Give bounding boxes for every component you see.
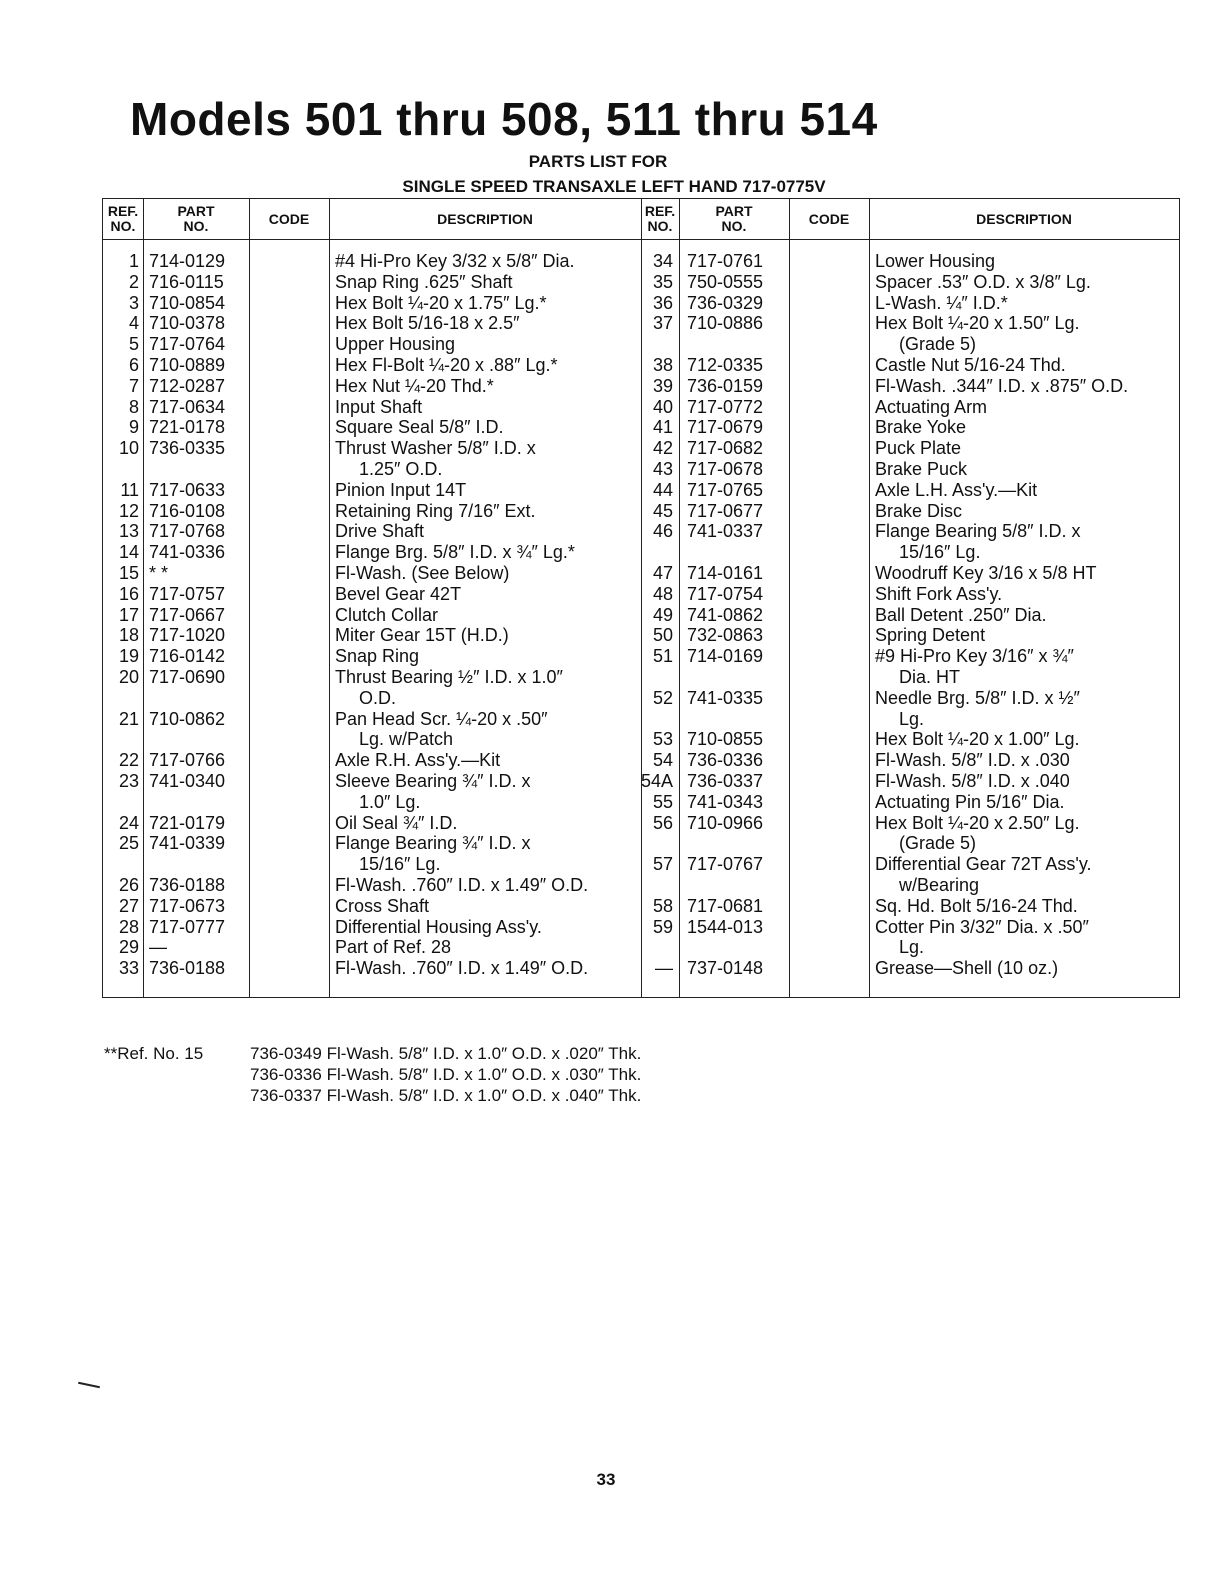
part-description: Lg. w/Patch bbox=[359, 729, 454, 750]
part-number: 721-0179 bbox=[149, 812, 226, 833]
part-number: 741-0862 bbox=[687, 604, 764, 625]
part-number: 714-0169 bbox=[687, 646, 764, 667]
part-number: 717-0761 bbox=[687, 251, 764, 271]
right-table-row bbox=[103, 854, 1179, 875]
ref-number: 39 bbox=[652, 375, 673, 396]
part-description: Hex Bolt 5/16-18 x 2.5″ bbox=[335, 313, 520, 334]
part-number: 741-0343 bbox=[687, 791, 764, 812]
subtitle-line-1: PARTS LIST FOR bbox=[528, 152, 668, 171]
header-description-right: DESCRIPTION bbox=[976, 210, 1072, 227]
right-table-row bbox=[103, 709, 1179, 730]
part-description: Differential Housing Ass'y. bbox=[335, 916, 542, 937]
footnote-description: Fl-Wash. 5/8″ I.D. x 1.0″ O.D. x .030″ Thk. bbox=[326, 1065, 642, 1084]
part-number: 736-0336 bbox=[687, 750, 764, 771]
ref-number: 55 bbox=[652, 791, 673, 812]
right-table-row bbox=[103, 750, 1179, 771]
part-number: — bbox=[149, 937, 167, 958]
ref-number: 23 bbox=[118, 771, 139, 791]
part-number: 717-0673 bbox=[149, 895, 226, 916]
part-number: 716-0108 bbox=[149, 500, 226, 521]
part-number: 736-0335 bbox=[149, 438, 226, 459]
footnote-description: Fl-Wash. 5/8″ I.D. x 1.0″ O.D. x .020″ Thk. bbox=[326, 1044, 642, 1063]
right-table-row bbox=[103, 376, 1179, 397]
part-description: Actuating Arm bbox=[875, 396, 988, 417]
ref-number: 59 bbox=[652, 916, 673, 937]
header-ref-left: REF. NO. bbox=[107, 203, 139, 234]
part-description: Flange Bearing ¾″ I.D. x bbox=[335, 833, 531, 854]
ref-number: 3 bbox=[128, 292, 139, 313]
part-description: O.D. bbox=[359, 687, 397, 708]
part-number: 741-0340 bbox=[149, 771, 226, 791]
right-table-row bbox=[103, 792, 1179, 813]
part-number: 710-0855 bbox=[687, 729, 764, 750]
right-table-row bbox=[103, 875, 1179, 896]
ref-number: 35 bbox=[652, 271, 673, 292]
part-number: 717-0633 bbox=[149, 479, 226, 500]
footnote-label: **Ref. No. 15 bbox=[104, 1044, 204, 1063]
part-description: Drive Shaft bbox=[335, 521, 425, 542]
ref-number: 53 bbox=[652, 729, 673, 750]
part-description: 1.25″ O.D. bbox=[359, 459, 443, 479]
ref-number: — bbox=[655, 958, 673, 979]
part-description: Fl-Wash. 5/8″ I.D. x .040 bbox=[875, 771, 1070, 791]
ref-number: 29 bbox=[118, 937, 139, 958]
part-number: 712-0335 bbox=[687, 355, 764, 375]
part-number: 716-0142 bbox=[149, 646, 226, 667]
right-table-row bbox=[103, 417, 1179, 438]
part-description: Dia. HT bbox=[899, 667, 961, 687]
part-description: Snap Ring .625″ Shaft bbox=[335, 271, 513, 292]
parts-table bbox=[102, 198, 1180, 998]
part-number: 714-0161 bbox=[687, 563, 764, 583]
part-description: Spacer .53″ O.D. x 3/8″ Lg. bbox=[875, 271, 1091, 292]
part-number: 717-0667 bbox=[149, 604, 226, 625]
part-description: Cotter Pin 3/32″ Dia. x .50″ bbox=[875, 916, 1089, 937]
right-table-row bbox=[103, 937, 1179, 958]
part-description: Fl-Wash. .760″ I.D. x 1.49″ O.D. bbox=[335, 875, 589, 895]
part-number: 717-0682 bbox=[687, 438, 764, 459]
part-description: Shift Fork Ass'y. bbox=[875, 583, 1003, 604]
ref-number: 50 bbox=[652, 625, 673, 646]
part-number: 710-0862 bbox=[149, 708, 226, 729]
part-description: Cross Shaft bbox=[335, 895, 430, 916]
part-description: Axle L.H. Ass'y.—Kit bbox=[875, 479, 1038, 500]
right-table-row bbox=[103, 355, 1179, 376]
footnote-part-number: 736-0349 bbox=[250, 1044, 322, 1063]
part-description: Hex Bolt ¼-20 x 1.50″ Lg. bbox=[875, 313, 1080, 334]
ref-number: 52 bbox=[652, 687, 673, 708]
part-description: (Grade 5) bbox=[899, 833, 977, 854]
right-table-row bbox=[103, 501, 1179, 522]
footnote-part-number: 736-0336 bbox=[250, 1065, 322, 1084]
part-description: Upper Housing bbox=[335, 334, 456, 355]
ref-number: 49 bbox=[652, 604, 673, 625]
part-number: * * bbox=[149, 563, 169, 583]
part-number: 732-0863 bbox=[687, 625, 764, 646]
subtitle-line-2: SINGLE SPEED TRANSAXLE LEFT HAND 717-0775V bbox=[402, 177, 826, 196]
part-description: w/Bearing bbox=[899, 875, 980, 895]
right-table-row bbox=[103, 251, 1179, 272]
part-description: Bevel Gear 42T bbox=[335, 583, 462, 604]
header-part-right: PART NO. bbox=[715, 203, 753, 234]
part-number: 717-0772 bbox=[687, 396, 764, 417]
footnote-line bbox=[250, 1044, 641, 1064]
page-title: Models 501 thru 508, 511 thru 514 bbox=[130, 93, 878, 145]
part-number: 710-0889 bbox=[149, 355, 226, 375]
part-description: Input Shaft bbox=[335, 396, 423, 417]
ref-number: 58 bbox=[652, 895, 673, 916]
part-number: 741-0336 bbox=[149, 542, 226, 563]
part-description: Needle Brg. 5/8″ I.D. x ½″ bbox=[875, 687, 1080, 708]
part-description: Ball Detent .250″ Dia. bbox=[875, 604, 1047, 625]
part-description: Fl-Wash. .344″ I.D. x .875″ O.D. bbox=[875, 375, 1129, 396]
part-number: 750-0555 bbox=[687, 271, 764, 292]
ref-number: 10 bbox=[118, 438, 139, 459]
right-table-row bbox=[103, 521, 1179, 542]
footnote-part-number: 736-0337 bbox=[250, 1086, 322, 1105]
header-part-left: PART NO. bbox=[177, 203, 215, 234]
ref-number: 36 bbox=[652, 292, 673, 313]
part-description: Hex Nut ¼-20 Thd.* bbox=[335, 375, 494, 396]
part-number: 737-0148 bbox=[687, 958, 764, 979]
part-description: Miter Gear 15T (H.D.) bbox=[335, 625, 509, 646]
part-description: Oil Seal ¾″ I.D. bbox=[335, 812, 458, 833]
ref-number: 45 bbox=[652, 500, 673, 521]
ref-number: 21 bbox=[118, 708, 139, 729]
ref-number: 6 bbox=[128, 355, 139, 375]
part-number: 717-0678 bbox=[687, 459, 764, 479]
right-table-row bbox=[103, 272, 1179, 293]
part-description: Grease—Shell (10 oz.) bbox=[875, 958, 1059, 979]
part-description: Puck Plate bbox=[875, 438, 962, 459]
part-number: 736-0337 bbox=[687, 771, 764, 791]
right-table-row bbox=[103, 958, 1179, 979]
part-description: Lg. bbox=[899, 937, 925, 958]
part-number: 736-0159 bbox=[687, 375, 764, 396]
part-description: 1.0″ Lg. bbox=[359, 791, 421, 812]
part-number: 717-0764 bbox=[149, 334, 226, 355]
part-description: Sq. Hd. Bolt 5/16-24 Thd. bbox=[875, 895, 1078, 916]
ref-number: 56 bbox=[652, 812, 673, 833]
ref-number: 44 bbox=[652, 479, 673, 500]
part-description: Hex Fl-Bolt ¼-20 x .88″ Lg.* bbox=[335, 355, 558, 375]
part-number: 721-0178 bbox=[149, 417, 226, 438]
part-description: Clutch Collar bbox=[335, 604, 439, 625]
ref-number: 16 bbox=[118, 583, 139, 604]
part-number: 1544-013 bbox=[687, 916, 764, 937]
part-description: #9 Hi-Pro Key 3/16″ x ¾″ bbox=[875, 646, 1074, 667]
ref-number: 27 bbox=[118, 895, 139, 916]
ref-number: 7 bbox=[128, 375, 139, 396]
right-table-row bbox=[103, 896, 1179, 917]
ref-number: 4 bbox=[128, 313, 139, 334]
part-number: 717-0757 bbox=[149, 583, 226, 604]
ref-number: 24 bbox=[118, 812, 139, 833]
part-description: L-Wash. ¼″ I.D.* bbox=[875, 292, 1008, 313]
right-table-row bbox=[103, 563, 1179, 584]
part-number: 717-0765 bbox=[687, 479, 764, 500]
ref-number: 54 bbox=[652, 750, 673, 771]
part-number: 710-0854 bbox=[149, 292, 226, 313]
right-table-row bbox=[103, 397, 1179, 418]
ref-number: 8 bbox=[128, 396, 139, 417]
right-table-row bbox=[103, 625, 1179, 646]
right-table-row bbox=[103, 646, 1179, 667]
header-code-right: CODE bbox=[808, 210, 850, 227]
header-description-left: DESCRIPTION bbox=[437, 210, 533, 227]
right-table-row bbox=[103, 293, 1179, 314]
right-table-row bbox=[103, 813, 1179, 834]
ref-number: 51 bbox=[652, 646, 673, 667]
part-description: Lower Housing bbox=[875, 251, 996, 271]
ref-number: 38 bbox=[652, 355, 673, 375]
part-number: 736-0188 bbox=[149, 958, 226, 979]
part-description: Differential Gear 72T Ass'y. bbox=[875, 854, 1092, 875]
ref-number: 19 bbox=[118, 646, 139, 667]
right-table-row bbox=[103, 438, 1179, 459]
ref-number: 13 bbox=[118, 521, 139, 542]
part-description: Brake Yoke bbox=[875, 417, 967, 438]
header-code-left: CODE bbox=[268, 210, 310, 227]
ref-number: 47 bbox=[652, 563, 673, 583]
part-description: Actuating Pin 5/16″ Dia. bbox=[875, 791, 1065, 812]
ref-number: 5 bbox=[128, 334, 139, 355]
part-number: 717-0634 bbox=[149, 396, 226, 417]
part-description: Hex Bolt ¼-20 x 1.75″ Lg.* bbox=[335, 292, 547, 313]
part-description: Thrust Bearing ½″ I.D. x 1.0″ bbox=[335, 667, 563, 687]
footnote-line bbox=[250, 1086, 641, 1106]
ref-number: 48 bbox=[652, 583, 673, 604]
part-number: 716-0115 bbox=[149, 271, 224, 292]
part-description: Lg. bbox=[899, 708, 925, 729]
ref-number: 25 bbox=[118, 833, 139, 854]
ref-number: 20 bbox=[118, 667, 139, 687]
ref-number: 40 bbox=[652, 396, 673, 417]
header-divider bbox=[103, 239, 1179, 240]
part-description: Brake Puck bbox=[875, 459, 968, 479]
part-number: 717-1020 bbox=[149, 625, 226, 646]
ref-number: 9 bbox=[128, 417, 139, 438]
right-table-row bbox=[103, 334, 1179, 355]
part-description: Thrust Washer 5/8″ I.D. x bbox=[335, 438, 536, 459]
ref-number: 26 bbox=[118, 875, 139, 895]
part-description: Square Seal 5/8″ I.D. bbox=[335, 417, 504, 438]
part-description: Fl-Wash. .760″ I.D. x 1.49″ O.D. bbox=[335, 958, 589, 979]
ref-number: 42 bbox=[652, 438, 673, 459]
part-number: 717-0677 bbox=[687, 500, 764, 521]
part-description: Pan Head Scr. ¼-20 x .50″ bbox=[335, 708, 548, 729]
part-description: Flange Brg. 5/8″ I.D. x ¾″ Lg.* bbox=[335, 542, 575, 563]
header-ref-right: REF. NO. bbox=[644, 203, 676, 234]
right-table-row bbox=[103, 313, 1179, 334]
right-table-row bbox=[103, 584, 1179, 605]
footnote-line bbox=[250, 1065, 641, 1085]
part-description: 15/16″ Lg. bbox=[899, 542, 981, 563]
part-description: Retaining Ring 7/16″ Ext. bbox=[335, 500, 536, 521]
ref-number: 37 bbox=[652, 313, 673, 334]
ref-number: 34 bbox=[652, 251, 673, 271]
part-description: (Grade 5) bbox=[899, 334, 977, 355]
part-description: Part of Ref. 28 bbox=[335, 937, 452, 958]
right-table-row bbox=[103, 729, 1179, 750]
part-number: 741-0335 bbox=[687, 687, 764, 708]
part-number: 710-0966 bbox=[687, 812, 764, 833]
ref-number: 17 bbox=[118, 604, 139, 625]
part-description: Axle R.H. Ass'y.—Kit bbox=[335, 750, 501, 771]
part-description: Fl-Wash. 5/8″ I.D. x .030 bbox=[875, 750, 1070, 771]
ref-number: 14 bbox=[118, 542, 139, 563]
ref-number: 1 bbox=[128, 251, 139, 271]
part-description: Spring Detent bbox=[875, 625, 986, 646]
ref-number: 57 bbox=[652, 854, 673, 875]
part-description: Fl-Wash. (See Below) bbox=[335, 563, 510, 583]
ref-number: 18 bbox=[118, 625, 139, 646]
part-number: 736-0329 bbox=[687, 292, 764, 313]
part-number: 714-0129 bbox=[149, 251, 226, 271]
right-table-row bbox=[103, 459, 1179, 480]
ref-number: 41 bbox=[652, 417, 673, 438]
ref-number: 2 bbox=[128, 271, 139, 292]
part-number: 710-0378 bbox=[149, 313, 226, 334]
ref-number: 43 bbox=[652, 459, 673, 479]
ref-number: 28 bbox=[118, 916, 139, 937]
page-number: 33 bbox=[596, 1470, 616, 1489]
right-table-row bbox=[103, 667, 1179, 688]
part-number: 741-0339 bbox=[149, 833, 226, 854]
scan-mark bbox=[78, 1382, 100, 1389]
right-table-row bbox=[103, 605, 1179, 626]
part-description: Snap Ring bbox=[335, 646, 420, 667]
footnote-description: Fl-Wash. 5/8″ I.D. x 1.0″ O.D. x .040″ Thk. bbox=[326, 1086, 642, 1105]
part-description: Flange Bearing 5/8″ I.D. x bbox=[875, 521, 1081, 542]
part-number: 736-0188 bbox=[149, 875, 226, 895]
part-description: Hex Bolt ¼-20 x 2.50″ Lg. bbox=[875, 812, 1080, 833]
right-table-row bbox=[103, 480, 1179, 501]
ref-number: 46 bbox=[652, 521, 673, 542]
part-number: 717-0767 bbox=[687, 854, 764, 875]
part-number: 717-0679 bbox=[687, 417, 764, 438]
ref-number: 22 bbox=[118, 750, 139, 771]
part-description: Woodruff Key 3/16 x 5/8 HT bbox=[875, 563, 1097, 583]
ref-number: 15 bbox=[118, 563, 139, 583]
ref-number: 11 bbox=[120, 479, 139, 500]
right-table-row bbox=[103, 917, 1179, 938]
part-number: 717-0681 bbox=[687, 895, 764, 916]
part-description: Castle Nut 5/16-24 Thd. bbox=[875, 355, 1066, 375]
part-description: Hex Bolt ¼-20 x 1.00″ Lg. bbox=[875, 729, 1080, 750]
part-number: 717-0690 bbox=[149, 667, 226, 687]
part-number: 717-0777 bbox=[149, 916, 226, 937]
part-description: Pinion Input 14T bbox=[335, 479, 467, 500]
part-description: 15/16″ Lg. bbox=[359, 854, 441, 875]
part-description: Brake Disc bbox=[875, 500, 963, 521]
right-table-row bbox=[103, 771, 1179, 792]
right-table-row bbox=[103, 688, 1179, 709]
ref-number: 33 bbox=[118, 958, 139, 979]
part-number: 741-0337 bbox=[687, 521, 764, 542]
part-description: #4 Hi-Pro Key 3/32 x 5/8″ Dia. bbox=[335, 251, 575, 271]
right-table-row bbox=[103, 542, 1179, 563]
part-number: 712-0287 bbox=[149, 375, 226, 396]
part-number: 717-0768 bbox=[149, 521, 226, 542]
ref-number: 12 bbox=[118, 500, 139, 521]
part-number: 710-0886 bbox=[687, 313, 764, 334]
part-number: 717-0766 bbox=[149, 750, 226, 771]
ref-number: 54A bbox=[640, 771, 673, 791]
part-description: Sleeve Bearing ¾″ I.D. x bbox=[335, 771, 531, 791]
part-number: 717-0754 bbox=[687, 583, 764, 604]
right-table-row bbox=[103, 833, 1179, 854]
